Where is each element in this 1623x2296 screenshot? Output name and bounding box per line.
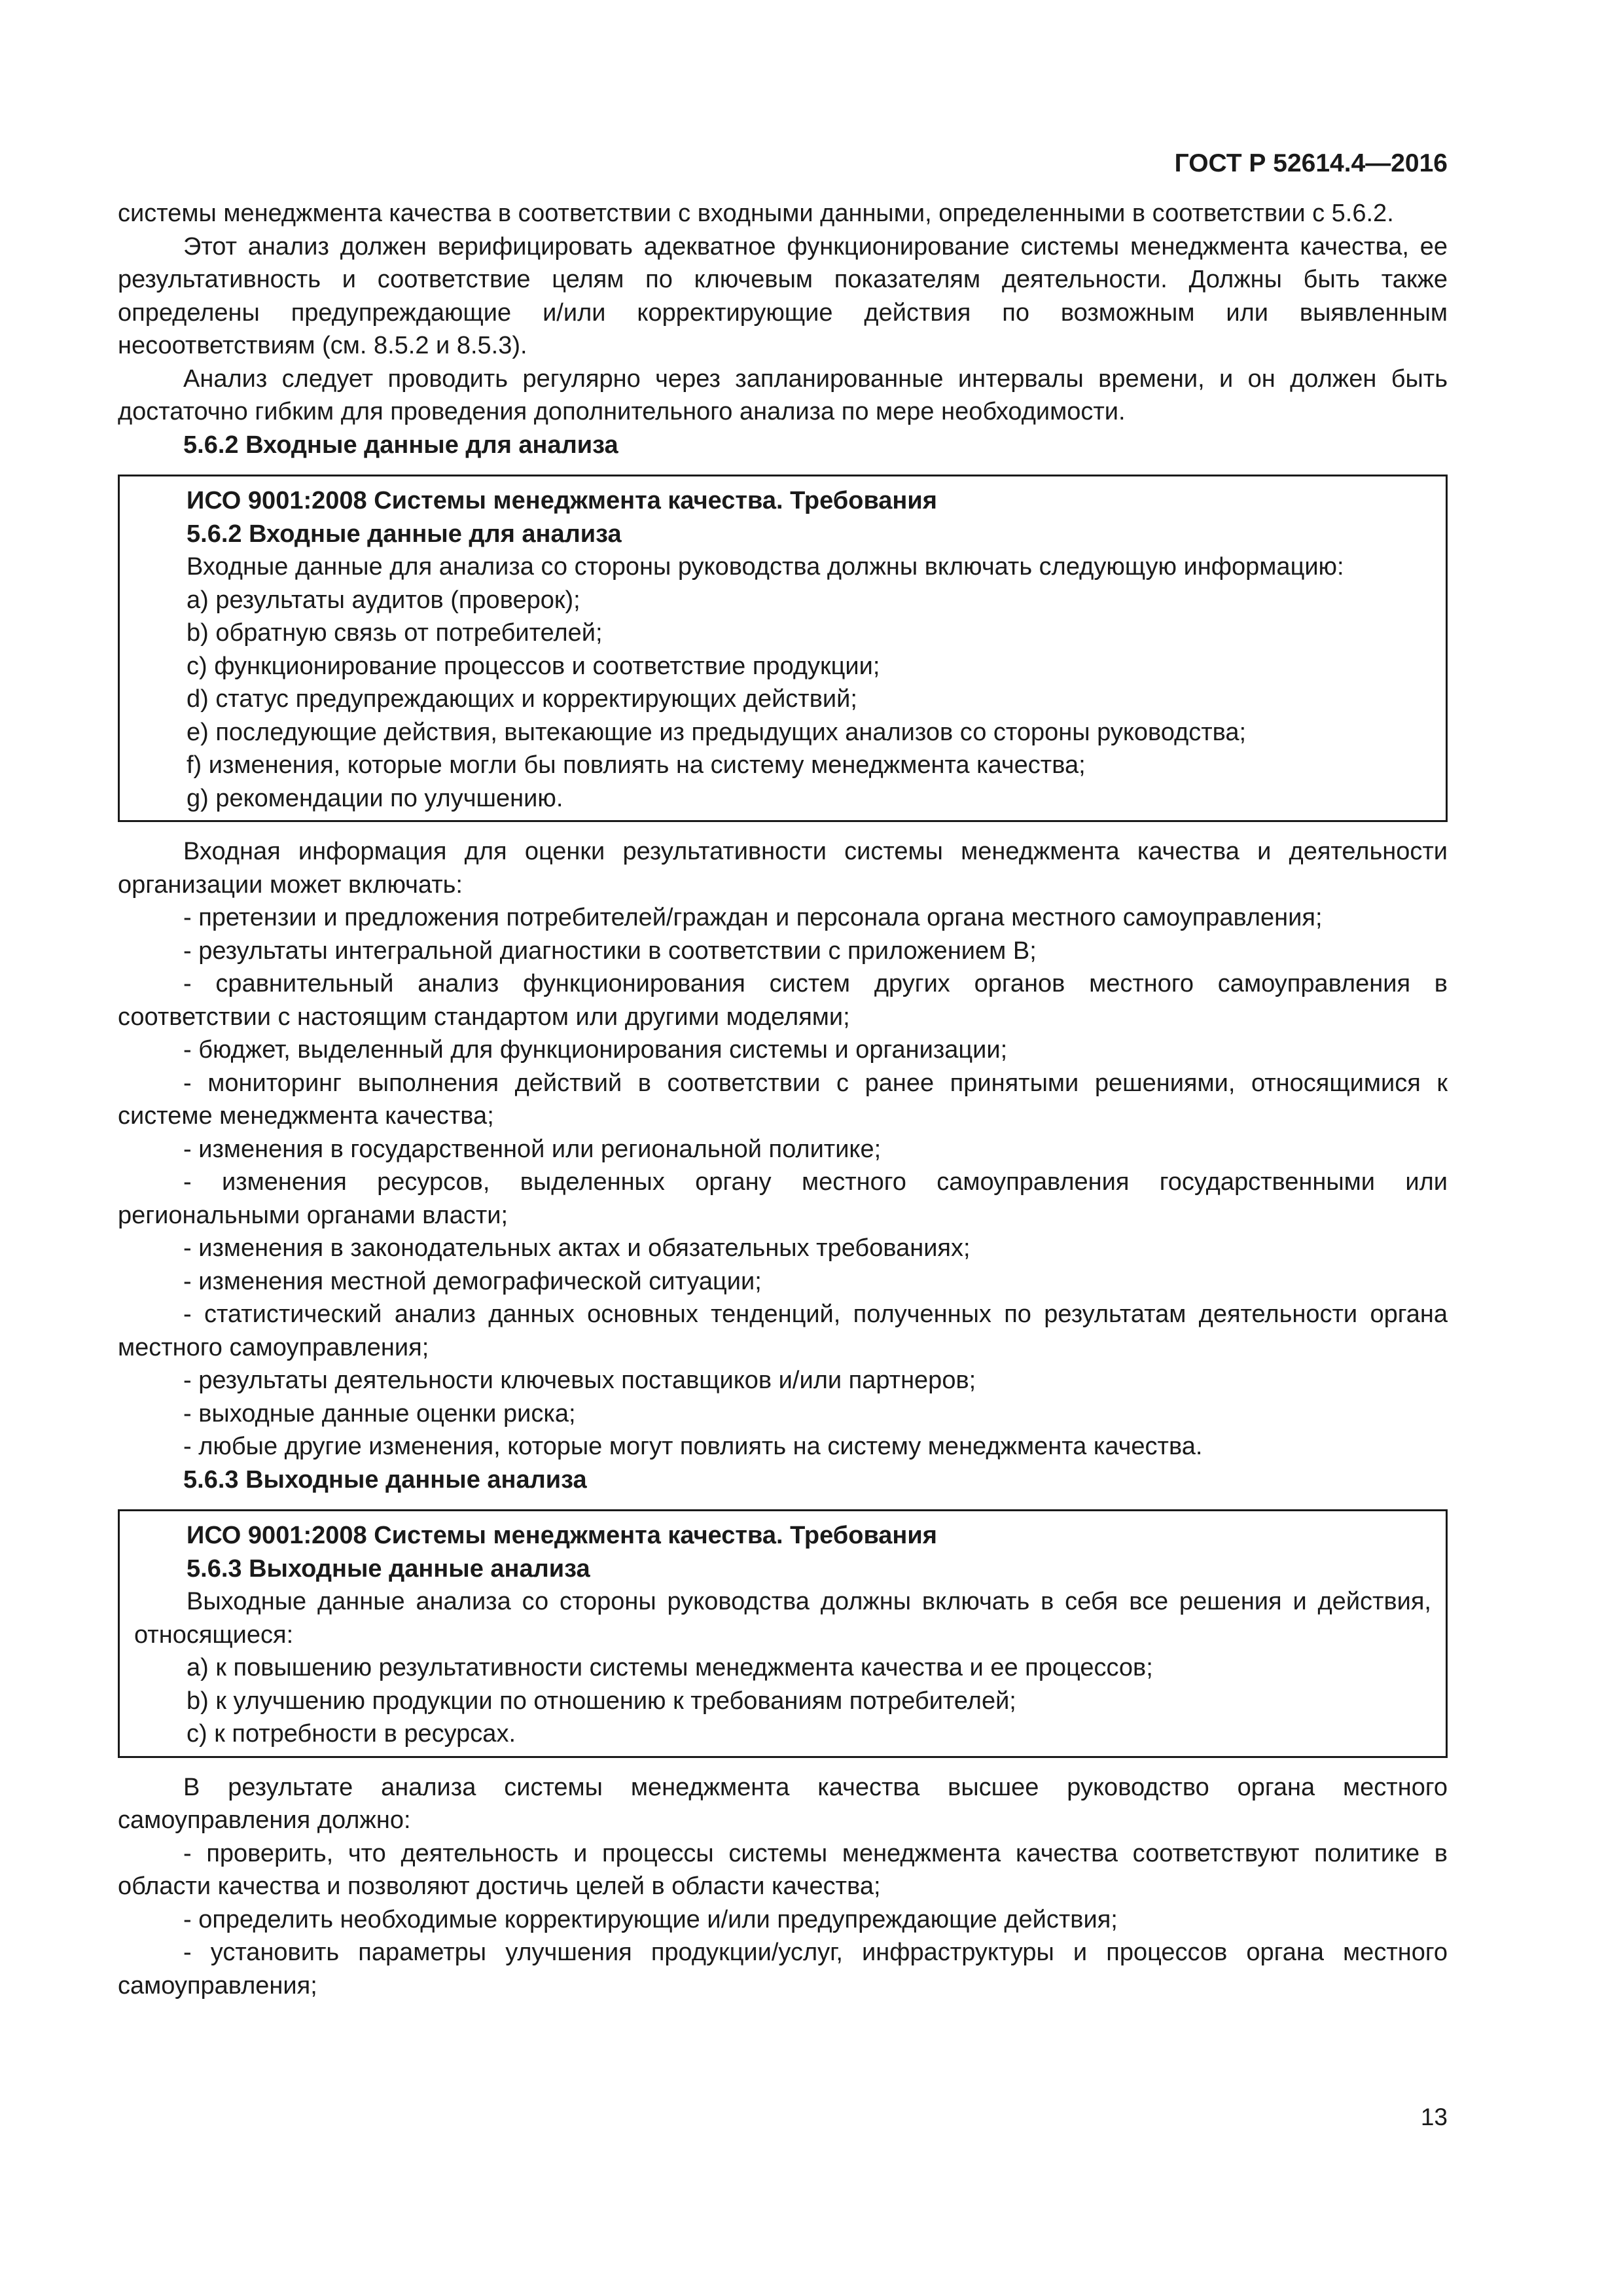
- quote-box-item: b) обратную связь от потребителей;: [187, 619, 603, 647]
- section-5-6-3-lead: В результате анализа системы менеджмента качества высшее руководство органа местного самоуправления должно:: [118, 1773, 1448, 1834]
- quote-box-lead: Входные данные для анализа со стороны руководства должны включать следующую информацию:: [187, 553, 1344, 581]
- list-item: - изменения местной демографической ситуации;: [183, 1267, 762, 1295]
- list-item: - установить параметры улучшения продукции/услуг, инфраструктуры и процессов органа местного самоуправления;: [118, 1939, 1448, 2000]
- quote-box-item: c) функционирование процессов и соответствие продукции;: [187, 652, 880, 680]
- quote-box-item: g) рекомендации по улучшению.: [187, 784, 563, 812]
- quote-box-item: f) изменения, которые могли бы повлиять на систему менеджмента качества;: [187, 751, 1086, 779]
- document-header: ГОСТ Р 52614.4—2016: [1174, 149, 1448, 177]
- list-item: - любые другие изменения, которые могут повлиять на систему менеджмента качества.: [183, 1433, 1203, 1460]
- quote-box-item: c) к потребности в ресурсах.: [187, 1720, 516, 1748]
- quote-box-lead: Выходные данные анализа со стороны руководства должны включать в себя все решения и действия, относящиеся:: [134, 1588, 1431, 1649]
- list-item: - статистический анализ данных основных тенденций, полученных по результатам деятельности органа местного самоуправления;: [118, 1300, 1448, 1361]
- quote-box-subtitle: 5.6.2 Входные данные для анализа: [187, 520, 622, 548]
- list-item: - проверить, что деятельность и процессы системы менеджмента качества соответствуют политике в области качества и позволяют достичь целей в области качества;: [118, 1839, 1448, 1900]
- list-item: - определить необходимые корректирующие и/или предупреждающие действия;: [183, 1905, 1118, 1933]
- list-item: - претензии и предложения потребителей/граждан и персонала органа местного самоуправления;: [183, 904, 1323, 931]
- quote-box-item: e) последующие действия, вытекающие из предыдущих анализов со стороны руководства;: [187, 718, 1247, 746]
- quote-box-item: d) статус предупреждающих и корректирующих действий;: [187, 685, 857, 713]
- intro-paragraph-3: Анализ следует проводить регулярно через запланированные интервалы времени, и он должен быть достаточно гибким для проведения дополнительного анализа по мере необходимости.: [118, 365, 1448, 425]
- quote-box-item: b) к улучшению продукции по отношению к требованиям потребителей;: [187, 1687, 1016, 1715]
- list-item: - изменения в законодательных актах и обязательных требованиях;: [183, 1234, 971, 1262]
- quote-box-title: ИСО 9001:2008 Системы менеджмента качества. Требования: [187, 487, 937, 514]
- section-5-6-2-lead: Входная информация для оценки результативности системы менеджмента качества и деятельности организации может включать:: [118, 838, 1448, 899]
- intro-paragraph-1: системы менеджмента качества в соответствии с входными данными, определенными в соответствии с 5.6.2.: [118, 200, 1394, 227]
- list-item: - результаты деятельности ключевых поставщиков и/или партнеров;: [183, 1367, 976, 1394]
- quote-box-title: ИСО 9001:2008 Системы менеджмента качества. Требования: [187, 1522, 937, 1549]
- list-item: - выходные данные оценки риска;: [183, 1399, 576, 1427]
- page-number: 13: [1420, 2104, 1448, 2130]
- list-item: - результаты интегральной диагностики в соответствии с приложением В;: [183, 937, 1037, 965]
- section-heading-5-6-3: 5.6.3 Выходные данные анализа: [183, 1465, 587, 1494]
- quote-box-item: а) результаты аудитов (проверок);: [187, 586, 580, 614]
- list-item: - сравнительный анализ функционирования систем других органов местного самоуправления в соответствии с настоящим стандартом или другими моделями;: [118, 970, 1448, 1031]
- quote-box-subtitle: 5.6.3 Выходные данные анализа: [187, 1554, 590, 1583]
- section-heading-5-6-2: 5.6.2 Входные данные для анализа: [183, 431, 618, 459]
- list-item: - изменения в государственной или региональной политике;: [183, 1135, 882, 1163]
- quote-box-iso-5-6-2: [118, 475, 1448, 822]
- list-item: - изменения ресурсов, выделенных органу местного самоуправления государственными или региональными органами власти;: [118, 1168, 1448, 1229]
- intro-paragraph-2: Этот анализ должен верифицировать адекватное функционирование системы менеджмента качества, ее результативность и соответствие целям по ключевым показателям деятельности. Должны быть также определены предупреждающие и/или корректирующие действия по возможным или выявленным несоответствиям (см. 8.5.2 и 8.5.3).: [118, 232, 1448, 359]
- quote-box-iso-5-6-3: [118, 1509, 1448, 1758]
- quote-box-item: а) к повышению результативности системы менеджмента качества и ее процессов;: [187, 1654, 1153, 1681]
- list-item: - мониторинг выполнения действий в соответствии с ранее принятыми решениями, относящимися к системе менеджмента качества;: [118, 1069, 1448, 1130]
- list-item: - бюджет, выделенный для функционирования системы и организации;: [183, 1036, 1008, 1064]
